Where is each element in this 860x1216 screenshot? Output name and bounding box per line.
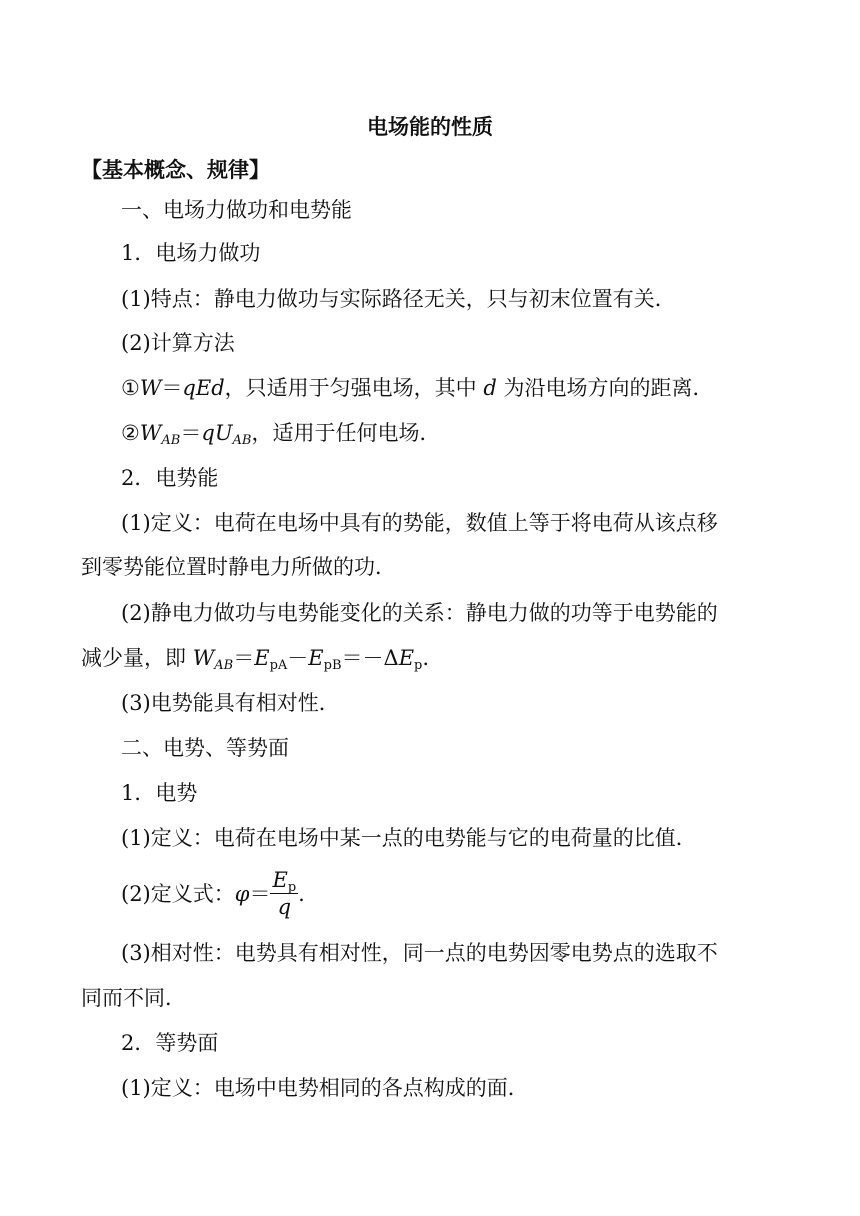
- fraction-denominator: q: [277, 895, 292, 919]
- part2-formula-line: [121, 868, 305, 922]
- method-2-marker: ②: [121, 421, 140, 445]
- formula-subscript: pA: [269, 658, 288, 673]
- fraction-numerator: [270, 867, 298, 894]
- formula-subscript: p: [414, 658, 423, 673]
- method-1-text: ，只适用于匀强电场，其中: [224, 376, 477, 400]
- part1-sub2-def-line2: 到零势能位置时静电力所做的功．: [81, 555, 396, 579]
- relation-text: 减少量，即: [81, 646, 186, 670]
- formula-symbol: E: [272, 868, 288, 892]
- fraction: [270, 867, 298, 920]
- part2-sub1-title: 1．电势: [121, 781, 198, 805]
- formula-symbol: qU: [201, 421, 233, 445]
- part2-sub2-title: 2．等势面: [121, 1031, 219, 1055]
- formula-operator: ＝: [180, 421, 202, 445]
- formula-symbol: W: [139, 421, 162, 445]
- formula-operator: ＝: [249, 882, 271, 906]
- formula-operator: －: [287, 646, 309, 670]
- part1-heading: 一、电场力做功和电势能: [121, 198, 352, 222]
- formula-subscript: AB: [214, 658, 234, 673]
- formula-subscript: pB: [323, 658, 342, 673]
- part1-sub2-rel-line1: (2)静电力做功与电势能变化的关系：静电力做的功等于电势能的: [121, 601, 718, 625]
- page-title: 电场能的性质: [367, 114, 493, 139]
- part1-method-2: [121, 418, 440, 448]
- part2-sub1-def: (1)定义：电荷在电场中某一点的电势能与它的电荷量的比值．: [121, 826, 697, 850]
- part2-sub1-rel-line1: (3)相对性：电势具有相对性，同一点的电势因零电势点的选取不: [121, 941, 718, 965]
- formula-symbol: W: [192, 646, 215, 670]
- formula-symbol: qEd: [182, 376, 225, 400]
- formula-operator: ＝－Δ: [341, 646, 399, 670]
- part1-sub2-def-line1: (1)定义：电荷在电场中具有的势能，数值上等于将电荷从该点移: [121, 511, 718, 535]
- formula-symbol: d: [483, 376, 497, 400]
- formula-operator: ＝: [161, 376, 183, 400]
- formula-end: .: [298, 882, 305, 906]
- part1-sub2-rel-line2: [81, 643, 429, 673]
- part2-sub2-def: (1)定义：电场中电势相同的各点构成的面．: [121, 1076, 529, 1100]
- formula-symbol: E: [254, 646, 270, 670]
- part1-method-1: [121, 373, 713, 403]
- part1-sub1-title: 1．电场力做功: [121, 241, 261, 265]
- formula-symbol: W: [139, 376, 162, 400]
- formula-end: .: [422, 646, 430, 670]
- formula-symbol: E: [308, 646, 324, 670]
- part1-sub2-title: 2．电势能: [121, 466, 219, 490]
- method-1-text: 为沿电场方向的距离．: [503, 376, 714, 400]
- method-2-text: ，适用于任何电场．: [251, 421, 441, 445]
- section-heading: 【基本概念、规律】: [81, 157, 270, 182]
- part1-sub2-relativity: (3)电势能具有相对性．: [121, 691, 340, 715]
- formula-subscript: AB: [161, 433, 181, 448]
- method-1-marker: ①: [121, 376, 140, 400]
- part1-sub1-method-label: (2)计算方法: [121, 331, 235, 355]
- formula-label: (2)定义式：: [121, 882, 235, 906]
- formula-symbol: E: [398, 646, 415, 670]
- formula-subscript: AB: [232, 433, 252, 448]
- formula-symbol: φ: [234, 882, 250, 906]
- part1-sub1-feature: (1)特点：静电力做功与实际路径无关，只与初末位置有关．: [121, 287, 676, 311]
- formula-operator: ＝: [233, 646, 255, 670]
- part2-sub1-rel-line2: 同而不同．: [81, 986, 186, 1010]
- formula-subscript: p: [287, 880, 297, 895]
- part2-heading: 二、电势、等势面: [121, 736, 289, 760]
